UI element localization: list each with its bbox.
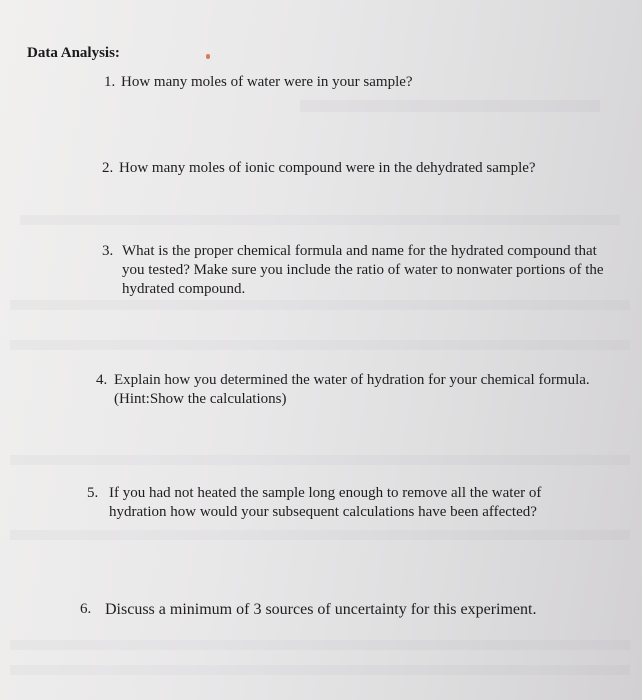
question-number: 1. [104,74,116,90]
question-3 [102,242,604,299]
question-text-line: If you had not heated the sample long enough to remove all the water of [109,485,542,501]
bleed-through-texture [10,665,630,675]
question-text-line: How many moles of water were in your sample? [121,74,413,90]
bleed-through-texture [10,300,630,310]
bleed-through-texture [10,455,630,465]
question-text-line: you tested? Make sure you include the ratio of water to nonwater portions of the [122,262,604,278]
question-4 [96,371,590,409]
bleed-through-texture [10,530,630,540]
bleed-through-texture [20,215,620,225]
question-text-line: hydration how would your subsequent calculations have been affected? [109,504,537,520]
section-heading: Data Analysis: [27,45,120,61]
question-1 [104,73,413,92]
question-number: 4. [96,372,108,388]
question-5 [87,484,541,522]
question-6 [80,600,536,619]
question-number: 3. [102,243,114,259]
question-text-line: (Hint:Show the calculations) [114,391,287,407]
question-number: 5. [87,485,99,501]
question-text-line: hydrated compound. [122,281,246,297]
question-number: 6. [80,601,92,617]
question-text-line: Explain how you determined the water of hydration for your chemical formula. [114,372,590,388]
ink-mark [206,54,210,59]
question-2 [102,159,536,178]
question-text-line: What is the proper chemical formula and name for the hydrated compound that [122,243,597,259]
question-text-line: Discuss a minimum of 3 sources of uncertainty for this experiment. [105,601,537,618]
question-text-line: How many moles of ionic compound were in the dehydrated sample? [119,160,536,176]
bleed-through-texture [10,340,630,350]
bleed-through-texture [10,640,630,650]
question-number: 2. [102,160,114,176]
bleed-through-texture [300,100,600,112]
